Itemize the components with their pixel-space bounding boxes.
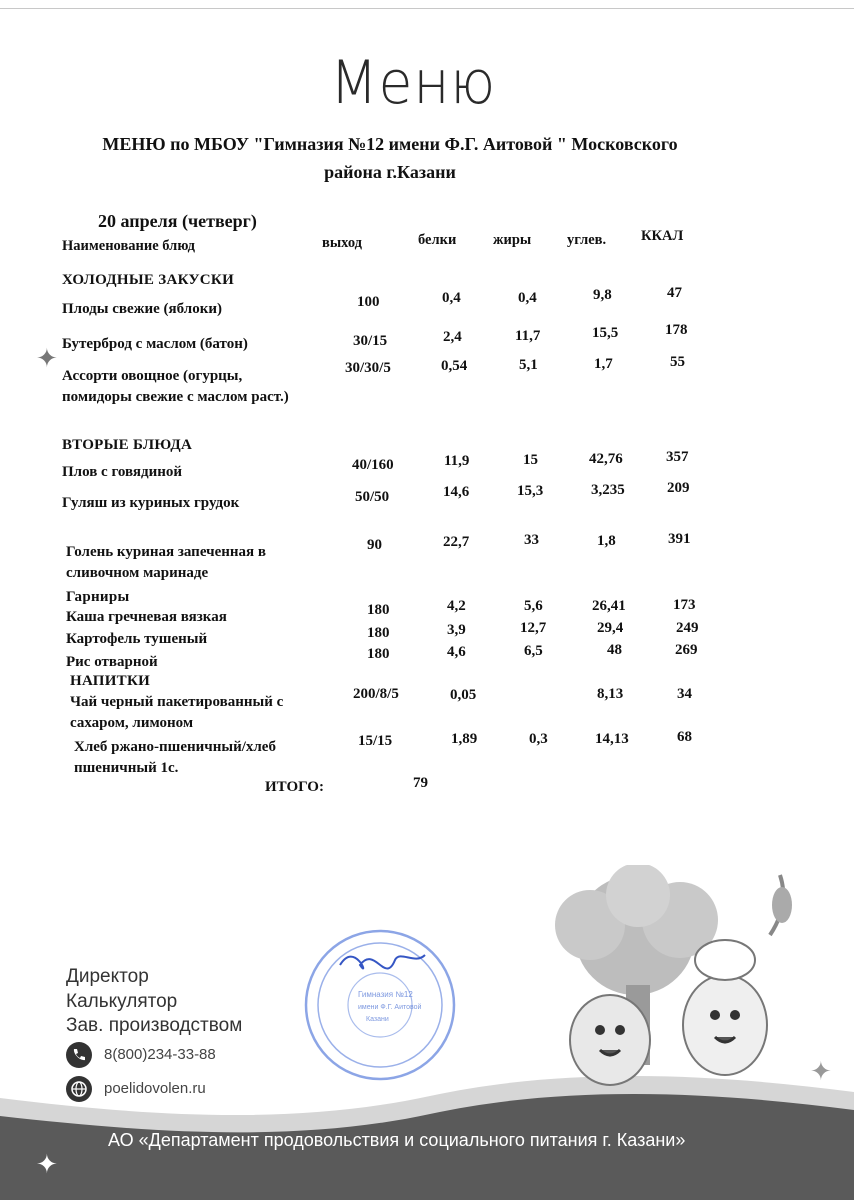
- dish-protein: 2,4: [443, 329, 462, 345]
- page-title: [40, 130, 740, 186]
- star-decoration-icon: ✦: [36, 344, 58, 373]
- section-drinks: НАПИТКИ: [70, 673, 151, 689]
- dish-kcal: 357: [666, 449, 689, 465]
- dish-protein: 0,05: [450, 687, 477, 703]
- section-cold-snacks: ХОЛОДНЫЕ ЗАКУСКИ: [62, 272, 235, 288]
- dish-yield: 180: [367, 646, 390, 662]
- dish-kcal: 173: [673, 597, 696, 613]
- title-line-1: МЕНЮ по МБОУ "Гимназия №12 имени Ф.Г. Аитовой " Московского: [102, 134, 678, 154]
- dish-yield: 180: [367, 625, 390, 641]
- dish-kcal: 209: [667, 480, 690, 496]
- dish-carbs: 1,7: [594, 356, 613, 372]
- dish-yield: 15/15: [358, 733, 393, 749]
- dish-fat: 33: [524, 532, 539, 548]
- dish-carbs: 1,8: [597, 533, 616, 549]
- dish-yield: 90: [367, 537, 382, 553]
- dish-fat: 15,3: [517, 483, 544, 499]
- dish-protein: 11,9: [444, 453, 470, 469]
- dish-fat: 6,5: [524, 643, 543, 659]
- staff-calculator: Калькулятор: [66, 991, 178, 1012]
- section-garnish: Гарниры: [66, 589, 130, 605]
- column-header-kcal: ККАЛ: [641, 228, 684, 244]
- dish-carbs: 26,41: [592, 598, 626, 614]
- dish-name: Голень куриная запеченная в сливочном маринаде: [66, 544, 266, 581]
- dish-name: Чай черный пакетированный с сахаром, лимоном: [70, 694, 284, 731]
- dish-carbs: 8,13: [597, 686, 624, 702]
- dish-protein: 3,9: [447, 622, 466, 638]
- section-second-courses: ВТОРЫЕ БЛЮДА: [62, 437, 193, 453]
- dish-name: Бутерброд с маслом (батон): [62, 336, 248, 352]
- dish-name: Плов с говядиной: [62, 464, 183, 480]
- dish-yield: 30/30/5: [345, 360, 391, 376]
- dish-name: Гуляш из куриных грудок: [62, 495, 240, 511]
- dish-carbs: 3,235: [591, 482, 625, 498]
- column-header-fat: жиры: [493, 232, 532, 248]
- dish-kcal: 47: [667, 285, 682, 301]
- footer-star-icon: ✦: [36, 1150, 58, 1179]
- dish-name: Рис отварной: [66, 654, 158, 670]
- dish-name: Плоды свежие (яблоки): [62, 301, 222, 317]
- dish-fat: 0,3: [529, 731, 548, 747]
- dish-name: Каша гречневая вязкая: [66, 609, 227, 625]
- phone-number: 8(800)234-33-88: [104, 1046, 216, 1063]
- official-seal-stamp: [300, 925, 460, 1085]
- column-header-yield: выход: [322, 235, 363, 251]
- dish-fat: 15: [523, 452, 538, 468]
- dish-fat: 12,7: [520, 620, 547, 636]
- dish-carbs: 15,5: [592, 325, 619, 341]
- dish-kcal: 269: [675, 642, 698, 658]
- globe-icon: [66, 1076, 92, 1102]
- dish-fat: 5,1: [519, 357, 538, 373]
- scan-top-line: [0, 8, 854, 9]
- dish-protein: 22,7: [443, 534, 470, 550]
- dish-kcal: 249: [676, 620, 699, 636]
- dish-fat: 11,7: [515, 328, 541, 344]
- dish-yield: 100: [357, 294, 380, 310]
- dish-carbs: 29,4: [597, 620, 624, 636]
- dish-protein: 4,2: [447, 598, 466, 614]
- svg-text:имени Ф.Г. Аитовой: имени Ф.Г. Аитовой: [358, 1004, 422, 1011]
- title-line-2: района г.Казани: [324, 162, 456, 182]
- column-header-carbs: углев.: [567, 232, 607, 248]
- dish-kcal: 34: [677, 686, 692, 702]
- company-name: АО «Департамент продовольствия и социального питания г. Казани»: [108, 1130, 686, 1150]
- staff-production-head: Зав. производством: [66, 1015, 243, 1036]
- dish-protein: 1,89: [451, 731, 478, 747]
- dish-kcal: 55: [670, 354, 685, 370]
- total-value: 79: [413, 775, 428, 791]
- phone-icon: [66, 1042, 92, 1068]
- svg-text:Казани: Казани: [366, 1016, 389, 1023]
- dish-yield: 30/15: [353, 333, 388, 349]
- dish-yield: 40/160: [352, 457, 394, 473]
- dish-carbs: 9,8: [593, 287, 612, 303]
- staff-director: Директор: [66, 966, 149, 987]
- svg-text:✦: ✦: [810, 1057, 832, 1086]
- dish-name: Ассорти овощное (огурцы, помидоры свежие с маслом раст.): [62, 368, 289, 405]
- dish-carbs: 42,76: [589, 451, 623, 467]
- dish-protein: 0,4: [442, 290, 461, 306]
- column-header-protein: белки: [418, 232, 457, 248]
- dish-fat: 5,6: [524, 598, 543, 614]
- dish-name: Картофель тушеный: [66, 631, 208, 647]
- chef-mascots-illustration: [520, 865, 854, 1115]
- dish-carbs: 14,13: [595, 731, 629, 747]
- dish-protein: 14,6: [443, 484, 470, 500]
- dish-yield: 50/50: [355, 489, 390, 505]
- dish-protein: 4,6: [447, 644, 466, 660]
- dish-yield: 180: [367, 602, 390, 618]
- svg-text:Гимназия №12: Гимназия №12: [358, 990, 413, 999]
- dish-name: Хлеб ржано-пшеничный/хлеб пшеничный 1с.: [74, 739, 276, 776]
- dish-fat: 0,4: [518, 290, 537, 306]
- dish-protein: 0,54: [441, 358, 468, 374]
- dish-kcal: 178: [665, 322, 688, 338]
- dish-carbs: 48: [607, 642, 622, 658]
- menu-date: 20 апреля (четверг): [98, 211, 257, 231]
- dish-kcal: 68: [677, 729, 692, 745]
- total-label: ИТОГО:: [265, 779, 324, 795]
- column-header-name: Наименование блюд: [62, 238, 195, 254]
- dish-yield: 200/8/5: [353, 686, 399, 702]
- menu-logo-title: Меню: [330, 48, 497, 118]
- dish-kcal: 391: [668, 531, 691, 547]
- website-link[interactable]: poelidovolen.ru: [104, 1080, 206, 1097]
